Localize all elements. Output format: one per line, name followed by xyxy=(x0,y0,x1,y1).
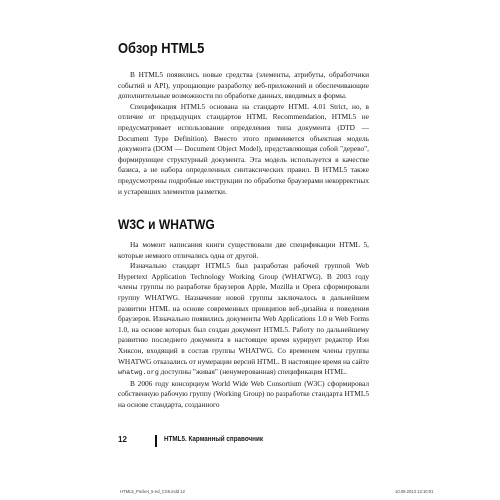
paragraph: Спецификация HTML5 основана на стандарте HTML 4.01 Strict, но, в отличие от предыдущих стандартов HTML Recommendation, HTML5 не предусматривает использование определения типа документа (DTD — Document Type Definition). Вместо этого применяется объектная модель документа (DOM — Document Object Model), представляющая собой "дерево", формирующее структурный документа. Эта модель используется в качестве базиса, а не набора определенных синтаксических правил. В HTML5 также предусмотрены подробные инструкции по обработке браузерами некорректных и устаревших элементов разметки. xyxy=(118,101,369,196)
paragraph: На момент написания книги существовали две спецификации HTML 5, которые немного отличались одна от другой. xyxy=(118,240,369,260)
print-slug-file: HTML5_Pocket_5-ed_CS6.indd 12 xyxy=(120,489,185,494)
print-slug-date: 10.09.2013 13:10:01 xyxy=(395,489,434,494)
section-heading-w3c-whatwg: W3C и WHATWG xyxy=(118,216,215,232)
page-footer xyxy=(118,435,378,449)
section-w3c-whatwg-body xyxy=(118,240,369,411)
section-html5-overview-body xyxy=(118,70,369,197)
page-number: 12 xyxy=(118,435,127,444)
paragraph-text: доступны "живая" (ненумерованная) спецификация HTML. xyxy=(160,367,347,377)
paragraph: В HTML5 появились новые средства (элементы, атрибуты, обработчики событий и API), упрощающие разработку веб-приложений и обеспечивающие дополнительные возможности по обработке данных, вводимых в формы. xyxy=(118,70,369,101)
paragraph: В 2006 году консорциум World Wide Web Consortium (W3C) сформировал собственную рабочую группу (Working Group) по разработке стандарта HTML5 на основе стандарта, созданного xyxy=(118,378,369,409)
running-title: HTML5. Карманный справочник xyxy=(164,436,264,443)
section-heading-html5-overview: Обзор HTML5 xyxy=(118,40,205,57)
paragraph-text: Изначально стандарт HTML5 был разработан рабочей группой Web Hypertext Application Technology Working Group (WHATWG). В 2003 году члены группы по разработке браузеров Apple, Mozilla и Opera сформировали группу WHATWG. Назначение новой группы заключалось в дальнейшем развитии HTML на основе современных принципов веб-дизайна и поведения браузеров. Изначально появились документы Web Applications 1.0 и Web Forms 1.0, на основе которых был создан документ HTML5. Работу по дальнейшему развитию последнего документа в настоящее время курирует редактор Иэн Хиксон, входящий в состав группы WHATWG. Со временем члены группы WHATWG отказались от нумерации версий HTML. В настоящее время на сайте xyxy=(118,261,369,366)
site-name: whatwg.org xyxy=(118,369,159,378)
paragraph xyxy=(118,261,369,379)
footer-divider xyxy=(155,435,157,447)
